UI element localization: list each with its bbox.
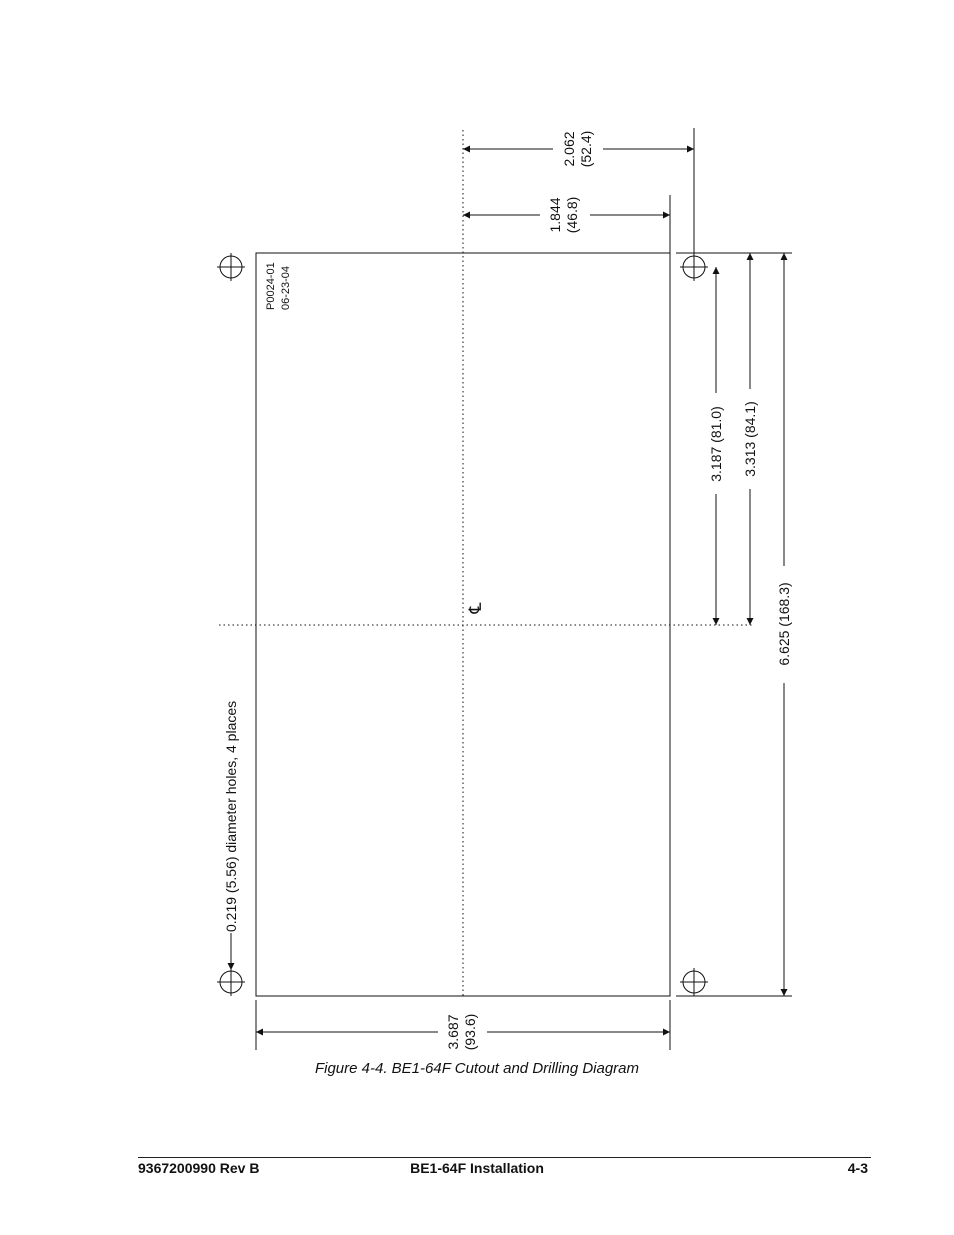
dimension-label: 2.062: [561, 131, 577, 167]
mounting-hole-icon: [680, 253, 708, 281]
drawing-number: P0024-01: [265, 262, 277, 310]
centerline-symbol: ℄: [466, 602, 485, 614]
dimension-label: (46.8): [564, 196, 580, 234]
dimension-label: 1.844: [547, 197, 563, 233]
dimension-label: 3.313 (84.1): [742, 401, 758, 477]
dimension-label: (52.4): [578, 130, 594, 168]
footer-section-title: BE1-64F Installation: [410, 1160, 544, 1176]
drawing-date: 06-23-04: [280, 265, 292, 310]
mounting-hole-icon: [680, 968, 708, 996]
dimension-label: (93.6): [462, 1013, 478, 1051]
footer-divider: [138, 1157, 871, 1158]
footer-page-number: 4-3: [847, 1160, 868, 1176]
hole-callout-text: 0.219 (5.56) diameter holes, 4 places: [223, 700, 239, 932]
mounting-hole-icon: [217, 968, 245, 996]
mounting-hole-icon: [217, 253, 245, 281]
footer-doc-number: 9367200990 Rev B: [138, 1160, 260, 1176]
figure-caption: Figure 4-4. BE1-64F Cutout and Drilling Diagram: [314, 1060, 640, 1077]
dimension-label: 3.687: [445, 1014, 461, 1050]
dimension-label: 6.625 (168.3): [776, 582, 792, 666]
dimension-label: 3.187 (81.0): [708, 406, 724, 482]
